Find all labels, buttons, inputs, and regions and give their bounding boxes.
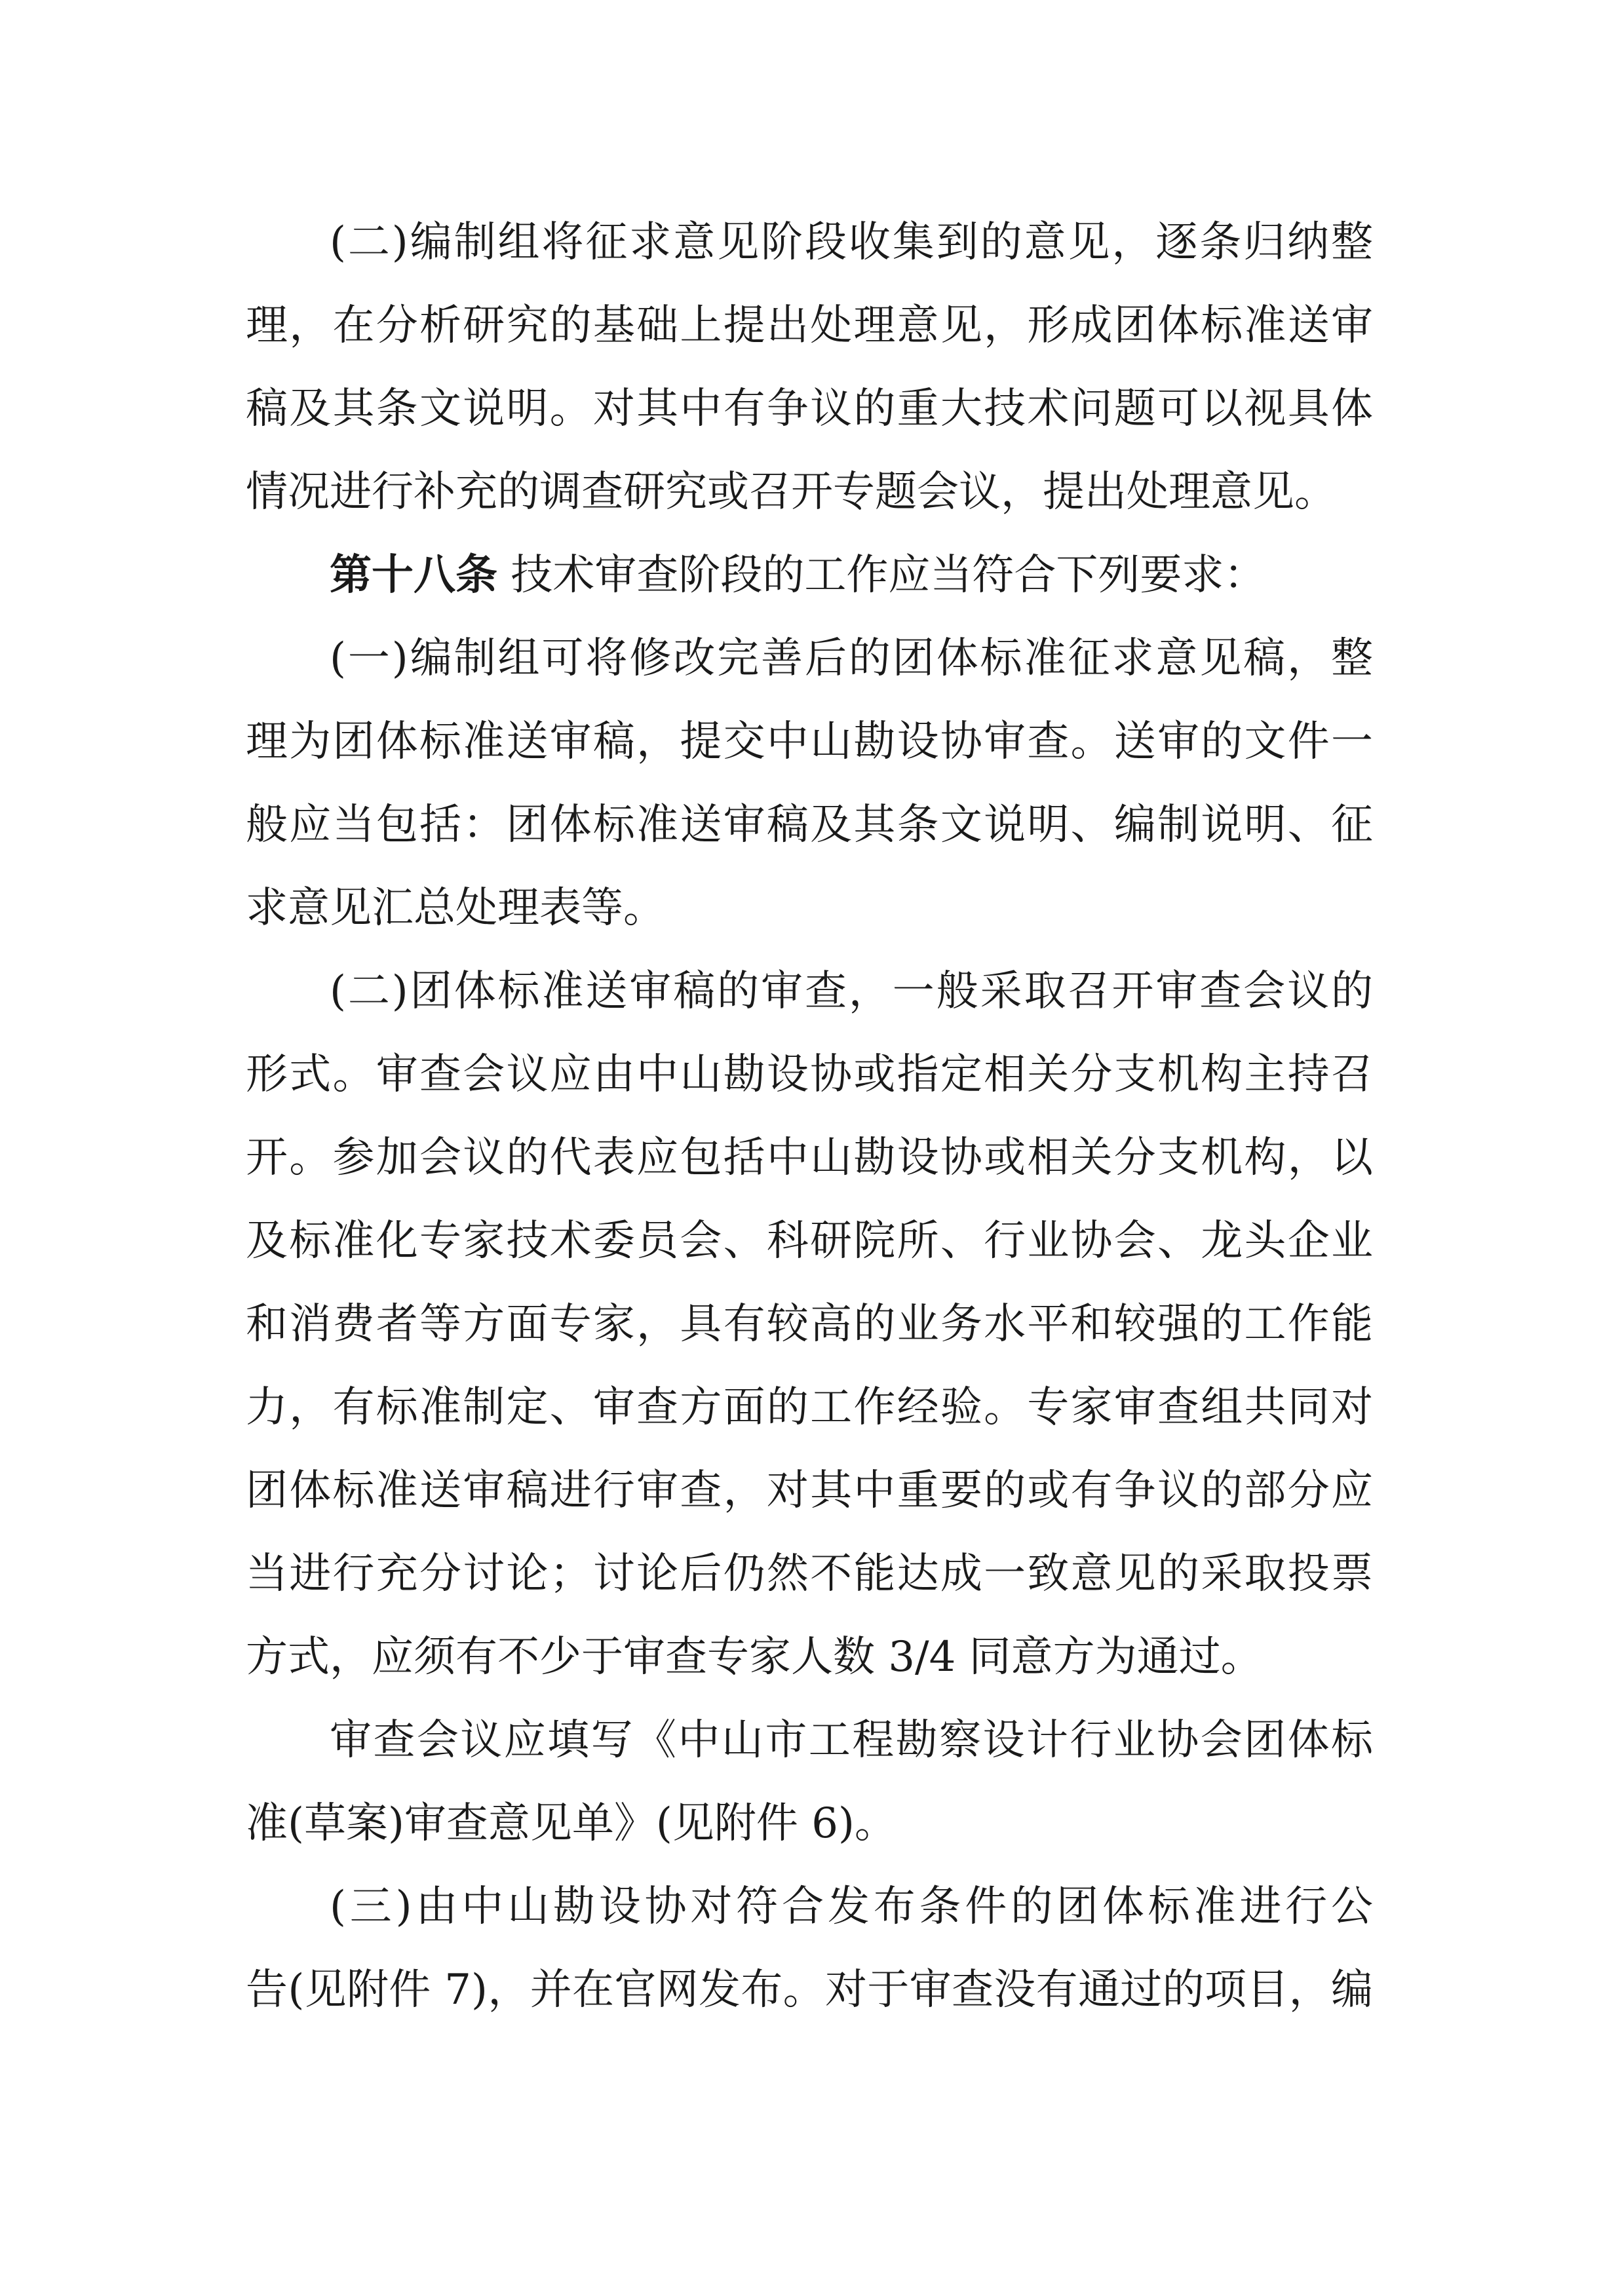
paragraph-line: (二)编制组将征求意见阶段收集到的意见，逐条归纳整 bbox=[330, 218, 1373, 267]
paragraph-line: 审查会议应填写《中山市工程勘察设计行业协会团体标 bbox=[330, 1716, 1373, 1765]
paragraph-line: 开。参加会议的代表应包括中山勘设协或相关分支机构，以 bbox=[246, 1134, 1373, 1182]
paragraph-line: (一)编制组可将修改完善后的团体标准征求意见稿，整 bbox=[330, 634, 1373, 683]
paragraph-line: 和消费者等方面专家，具有较高的业务水平和较强的工作能 bbox=[246, 1300, 1373, 1349]
paragraph-line: 稿及其条文说明。对其中有争议的重大技术问题可以视具体 bbox=[246, 385, 1373, 433]
paragraph-line: 准(草案)审查意见单》(见附件 6)。 bbox=[246, 1799, 897, 1848]
paragraph-line: 告(见附件 7)，并在官网发布。对于审查没有通过的项目，编 bbox=[246, 1966, 1373, 2014]
paragraph-line: 理，在分析研究的基础上提出处理意见，形成团体标准送审 bbox=[246, 301, 1373, 350]
paragraph-line: 般应当包括：团体标准送审稿及其条文说明、编制说明、征 bbox=[246, 801, 1373, 849]
paragraph-line: 方式，应须有不少于审查专家人数 3/4 同意方为通过。 bbox=[246, 1633, 1263, 1681]
article-18-line bbox=[330, 549, 1373, 602]
paragraph-line: (三)由中山勘设协对符合发布条件的团体标准进行公 bbox=[330, 1883, 1373, 1931]
paragraph-line: 力，有标准制定、审查方面的工作经验。专家审查组共同对 bbox=[246, 1383, 1373, 1432]
article-heading: 第十八条 bbox=[330, 551, 497, 600]
paragraph-line: 理为团体标准送审稿，提交中山勘设协审查。送审的文件一 bbox=[246, 718, 1373, 766]
paragraph-line: 形式。审查会议应由中山勘设协或指定相关分支机构主持召 bbox=[246, 1050, 1373, 1099]
paragraph-line: 当进行充分讨论；讨论后仍然不能达成一致意见的采取投票 bbox=[246, 1550, 1373, 1598]
paragraph-line: 团体标准送审稿进行审查，对其中重要的或有争议的部分应 bbox=[246, 1466, 1373, 1515]
paragraph-line: 及标准化专家技术委员会、科研院所、行业协会、龙头企业 bbox=[246, 1217, 1373, 1265]
article-text: 技术审查阶段的工作应当符合下列要求： bbox=[511, 551, 1266, 600]
paragraph-line: (二)团体标准送审稿的审查，一般采取召开审查会议的 bbox=[330, 967, 1373, 1016]
paragraph-line: 求意见汇总处理表等。 bbox=[246, 884, 665, 932]
paragraph-line: 情况进行补充的调查研究或召开专题会议，提出处理意见。 bbox=[246, 468, 1336, 516]
